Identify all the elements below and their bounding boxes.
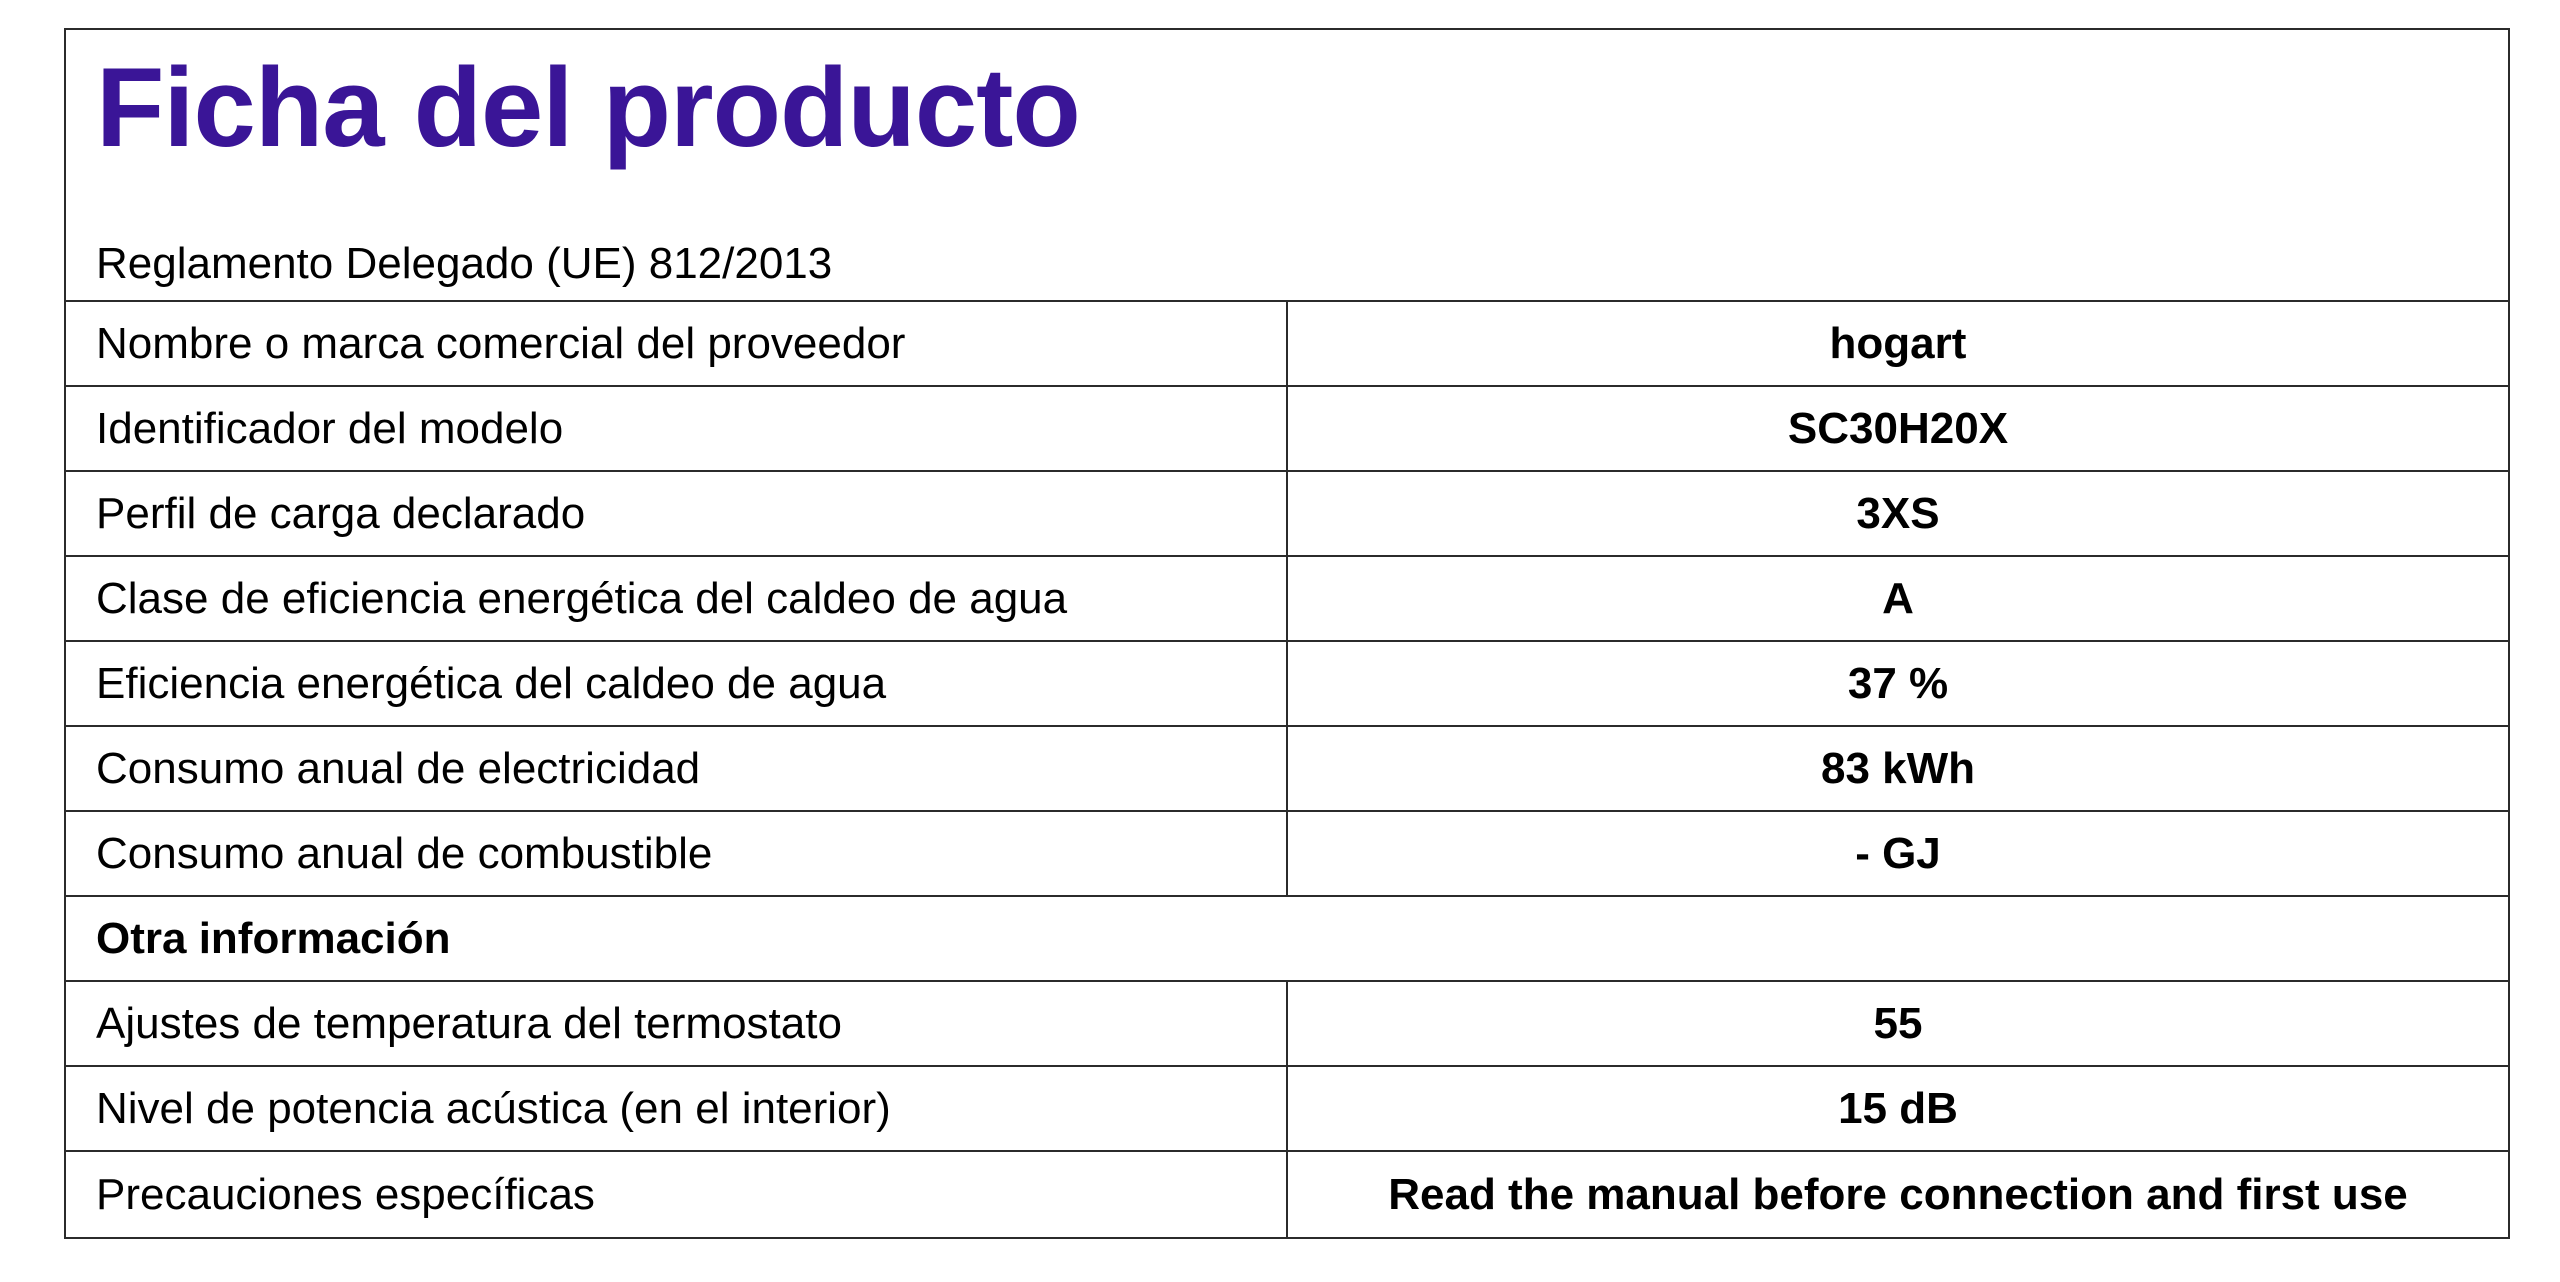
row-label: Consumo anual de combustible <box>66 812 1288 895</box>
row-value: Read the manual before connection and first use <box>1388 1169 2408 1219</box>
row-label: Nombre o marca comercial del proveedor <box>66 302 1288 385</box>
table-row-load-profile <box>66 472 2508 557</box>
table-section-other-info <box>66 897 2508 982</box>
row-value: 55 <box>1873 998 1923 1048</box>
table-row-electricity <box>66 727 2508 812</box>
product-sheet-table <box>64 28 2510 1239</box>
row-label: Clase de eficiencia energética del caldeo de agua <box>66 557 1288 640</box>
regulation-subtitle: Reglamento Delegado (UE) 812/2013 <box>96 239 833 288</box>
page-title: Ficha del producto <box>96 45 1080 170</box>
row-value: 3XS <box>1856 488 1940 538</box>
table-row-model <box>66 387 2508 472</box>
table-row-sound-power <box>66 1067 2508 1152</box>
row-label: Consumo anual de electricidad <box>66 727 1288 810</box>
row-label: Precauciones específicas <box>66 1152 1288 1237</box>
sheet-header <box>66 30 2508 302</box>
row-label: Ajustes de temperatura del termostato <box>66 982 1288 1065</box>
table-row-efficiency <box>66 642 2508 727</box>
row-label: Perfil de carga declarado <box>66 472 1288 555</box>
row-value: 37 % <box>1847 658 1949 708</box>
row-value: hogart <box>1829 318 1967 368</box>
table-row-fuel <box>66 812 2508 897</box>
section-heading: Otra información <box>96 913 451 963</box>
row-value: - GJ <box>1855 828 1941 878</box>
table-row-precautions <box>66 1152 2508 1237</box>
row-value: 15 dB <box>1838 1083 1958 1133</box>
row-value: A <box>1882 573 1914 623</box>
row-value: 83 kWh <box>1820 743 1976 793</box>
row-value: SC30H20X <box>1787 403 2009 453</box>
table-row-efficiency-class <box>66 557 2508 642</box>
table-row-supplier <box>66 302 2508 387</box>
row-label: Identificador del modelo <box>66 387 1288 470</box>
row-label: Eficiencia energética del caldeo de agua <box>66 642 1288 725</box>
table-row-thermostat <box>66 982 2508 1067</box>
row-label: Nivel de potencia acústica (en el interior) <box>66 1067 1288 1150</box>
